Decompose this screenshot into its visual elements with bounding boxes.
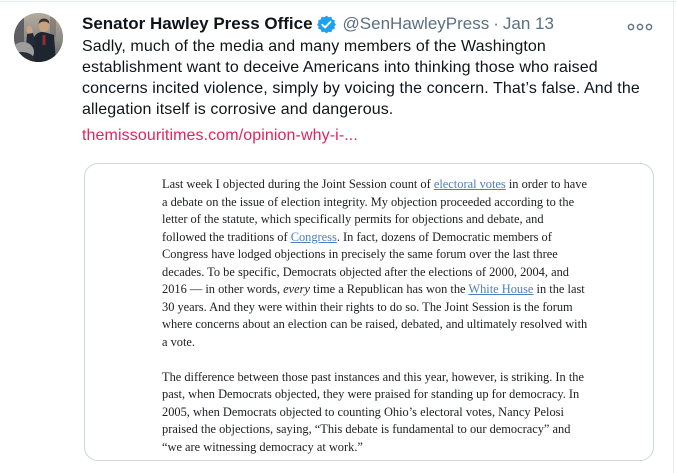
article-paragraph-2 [162,369,589,457]
author-name[interactable]: Senator Hawley Press Office [82,14,313,33]
tweet-link[interactable]: themissouritimes.com/opinion-why-i-... [82,127,358,144]
verified-badge-icon [317,15,336,34]
article-text [85,164,653,456]
article-inline-link: Congress [290,229,337,244]
article-emphasis: every [283,282,310,296]
article-text-segment: time a Republican has won the [309,282,469,296]
article-inline-link: White House [468,282,534,296]
article-text-segment: in order to have a debate on the issue of election integrity. My objection proceeded according to the letter of the statute, which specifically permits for objections and debate, and followed the traditions of [162,177,587,244]
avatar[interactable] [14,13,63,62]
meta-separator: · [493,14,499,33]
more-button[interactable] [626,20,654,34]
more-options-icon [626,22,654,32]
avatar-photo [14,13,63,62]
article-text-segment: . In fact, dozens of Democratic members of Congress have lodged objections in precisely the same forum over the last three decades. To be specific, Democrats objected after the elections of 2000, 2004, and 2016 — in other words, [162,229,569,296]
tweet-date[interactable]: Jan 13 [502,14,554,33]
article-inline-link: electoral votes [433,177,506,191]
article-text-segment: The difference between those past instances and this year, however, is striking. In the past, when Democrats objected, they were praised for standing up for democracy. In 2005, when Democrats objected to counting Ohio’s electoral votes, Nancy Pelosi praised the objections, saying, “This debate is fundamental to our democracy” and “we are witnessing democracy at work.” [162,369,584,454]
top-divider [0,1,677,2]
tweet-text [82,36,646,146]
article-text-segment: Last week I objected during the Joint Session count of [162,177,434,191]
tweet-text-content: Sadly, much of the media and many members of the Washington establishment want to deceive Americans into thinking those who raised concerns incited violence, simply by voicing the concern. That’s false. And the allegation itself is corrosive and dangerous. [82,38,640,118]
author-handle[interactable]: @SenHawleyPress [342,14,490,33]
tweet-header [82,13,554,35]
article-paragraph-1 [162,176,589,351]
article-image-card[interactable] [84,163,654,461]
article-text-segment: in the last 30 years. And they were within their rights to do so. The Joint Session is the forum where concerns about an election can be raised, debated, and ultimately resolved with a vote. [162,282,588,349]
column-right-border [673,0,674,473]
